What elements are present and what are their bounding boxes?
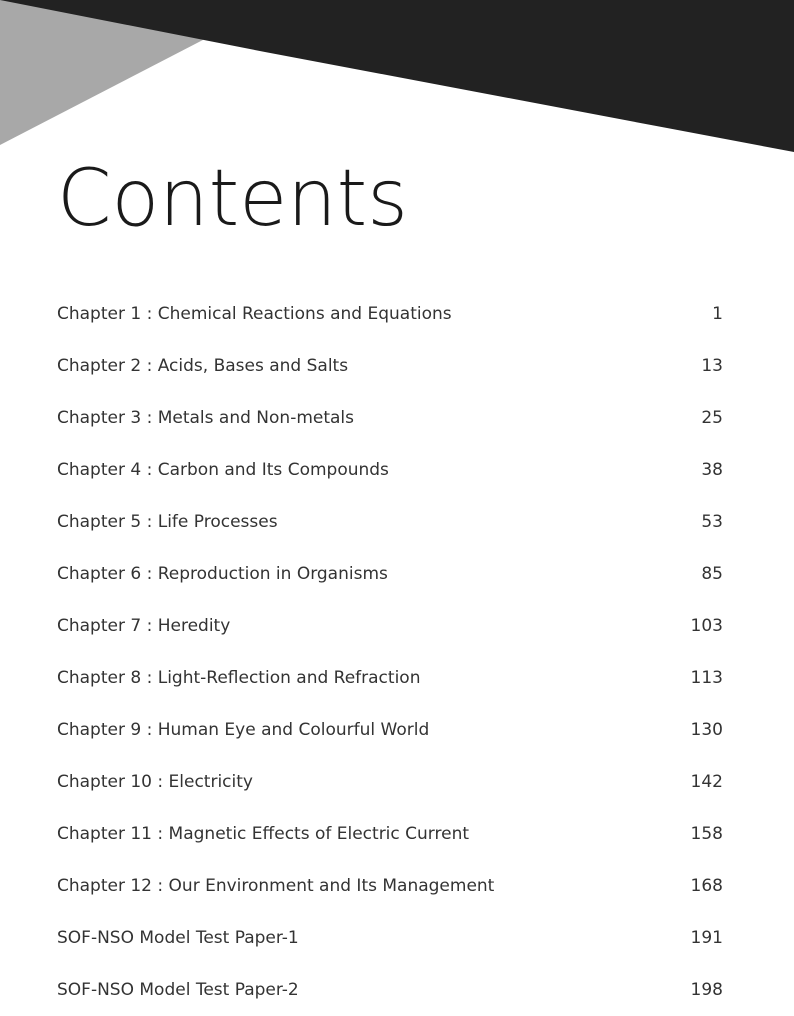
toc-row[interactable] — [57, 496, 723, 548]
toc-row[interactable] — [57, 340, 723, 392]
toc-row[interactable] — [57, 548, 723, 600]
toc-page-number: 191 — [690, 928, 723, 948]
toc-page-number: 142 — [690, 772, 723, 792]
toc-entry-label: Chapter 3 : Metals and Non-metals — [57, 408, 355, 428]
toc-entry-label: Chapter 6 : Reproduction in Organisms — [57, 564, 388, 584]
toc-entry-label: SOF-NSO Model Test Paper-2 — [57, 980, 299, 1000]
page-title: Contents — [57, 154, 408, 244]
table-of-contents — [57, 288, 723, 1016]
toc-row[interactable] — [57, 652, 723, 704]
toc-row[interactable] — [57, 964, 723, 1016]
toc-page-number: 158 — [690, 824, 723, 844]
toc-row[interactable] — [57, 756, 723, 808]
toc-entry-label: Chapter 5 : Life Processes — [57, 512, 278, 532]
toc-entry-label: Chapter 4 : Carbon and Its Compounds — [57, 460, 389, 480]
toc-row[interactable] — [57, 808, 723, 860]
toc-entry-label: Chapter 7 : Heredity — [57, 616, 231, 636]
toc-entry-label: Chapter 10 : Electricity — [57, 772, 253, 792]
toc-page-number: 103 — [690, 616, 723, 636]
toc-page-number: 198 — [690, 980, 723, 1000]
toc-entry-label: Chapter 2 : Acids, Bases and Salts — [57, 356, 349, 376]
toc-row[interactable] — [57, 600, 723, 652]
toc-entry-label: Chapter 8 : Light-Reflection and Refraction — [57, 668, 421, 688]
toc-entry-label: Chapter 9 : Human Eye and Colourful World — [57, 720, 430, 740]
toc-page-number: 25 — [701, 408, 723, 428]
toc-row[interactable] — [57, 860, 723, 912]
header-decoration — [0, 0, 794, 160]
toc-page-number: 13 — [701, 356, 723, 376]
toc-entry-label: SOF-NSO Model Test Paper-1 — [57, 928, 299, 948]
toc-row[interactable] — [57, 704, 723, 756]
toc-page-number: 168 — [690, 876, 723, 896]
toc-row[interactable] — [57, 392, 723, 444]
toc-page-number: 53 — [701, 512, 723, 532]
toc-page-number: 1 — [712, 304, 723, 324]
toc-page-number: 85 — [701, 564, 723, 584]
toc-entry-label: Chapter 11 : Magnetic Effects of Electric Current — [57, 824, 470, 844]
toc-row[interactable] — [57, 912, 723, 964]
toc-page-number: 38 — [701, 460, 723, 480]
toc-page-number: 130 — [690, 720, 723, 740]
toc-entry-label: Chapter 12 : Our Environment and Its Management — [57, 876, 495, 896]
toc-page-number: 113 — [690, 668, 723, 688]
toc-row[interactable] — [57, 288, 723, 340]
toc-row[interactable] — [57, 444, 723, 496]
toc-entry-label: Chapter 1 : Chemical Reactions and Equations — [57, 304, 452, 324]
